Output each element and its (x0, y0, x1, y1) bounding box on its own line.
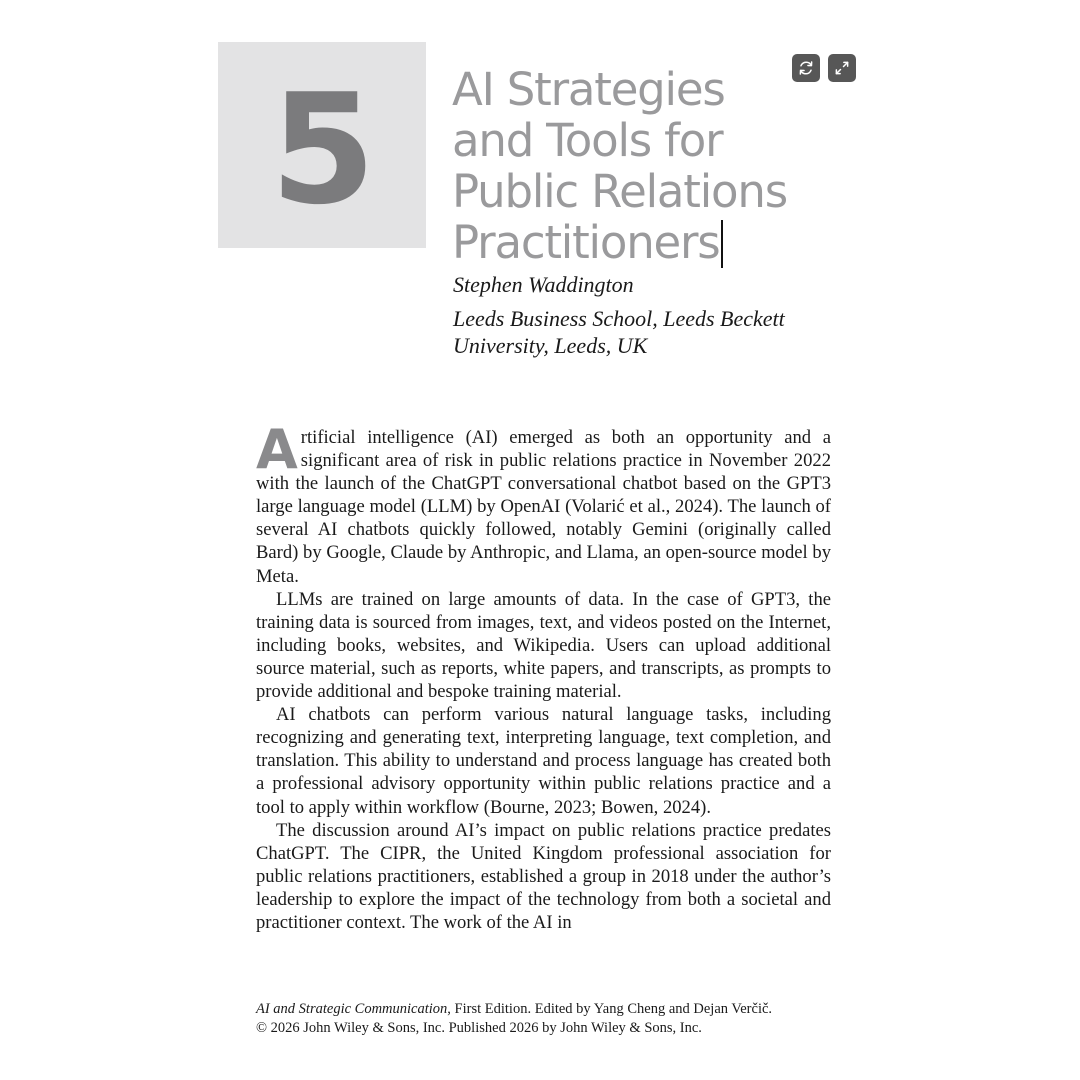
edition-line (256, 1000, 856, 1019)
chapter-body (256, 418, 831, 934)
paragraph-4: The discussion around AI’s impact on public relations practice predates ChatGPT. The CIPR, the United Kingdom professional association for public relations practitioners, established a group in 2018 under the author’s leadership to explore the impact of the technology from both a societal and practitioner context. The work of the AI in (256, 819, 831, 933)
affiliation-line: Leeds Business School, Leeds Beckett (453, 306, 785, 331)
chapter-title (452, 64, 872, 268)
paragraph-1 (256, 418, 831, 588)
paragraph-3: AI chatbots can perform various natural language tasks, including recognizing and generating text, interpreting language, text completion, and translation. This ability to understand and process language has created both a professional advisory opportunity within public relations practice and a tool to apply within workflow (Bourne, 2023; Bowen, 2024). (256, 704, 831, 818)
paragraph-2: LLMs are trained on large amounts of data. In the case of GPT3, the training data is sourced from images, text, and videos posted on the Internet, including books, websites, and Wikipedia. Users can upload additional source material, such as reports, white papers, and transcripts, as prompts to provide additional and bespoke training material. (256, 588, 831, 703)
paragraph-1-text: rtificial intelligence (AI) emerged as both an opportunity and a significant area of risk in public relations practice in November 2022 with the launch of the ChatGPT conversational chatbot based on the GPT3 large language model (LLM) by OpenAI (Volarić et al., 2024). The launch of several AI chatbots quickly followed, notably Gemini (originally called Bard) by Google, Claude by Anthropic, and Llama, an open-source model by Meta. (256, 427, 831, 587)
drop-cap: A (256, 418, 298, 481)
chapter-title-line: AI Strategies (452, 63, 725, 116)
chapter-title-line-last (452, 217, 872, 268)
copyright-line: © 2026 John Wiley & Sons, Inc. Published 2026 by John Wiley & Sons, Inc. (256, 1020, 702, 1036)
chapter-number: 5 (270, 61, 374, 238)
copyright-footer (256, 1000, 856, 1038)
affiliation-line: University, Leeds, UK (453, 333, 648, 358)
book-title: AI and Strategic Communication (256, 1001, 448, 1017)
chapter-title-line: Practitioners (452, 216, 720, 269)
chapter-number-box (218, 42, 426, 248)
text-cursor (721, 220, 723, 268)
chapter-title-line: and Tools for (452, 114, 723, 167)
author-affiliation (453, 305, 853, 359)
chapter-title-line: Public Relations (452, 165, 787, 218)
author-name: Stephen Waddington (453, 272, 634, 297)
edition-text: , First Edition. Edited by Yang Cheng and Dejan Verčič. (447, 1001, 773, 1017)
